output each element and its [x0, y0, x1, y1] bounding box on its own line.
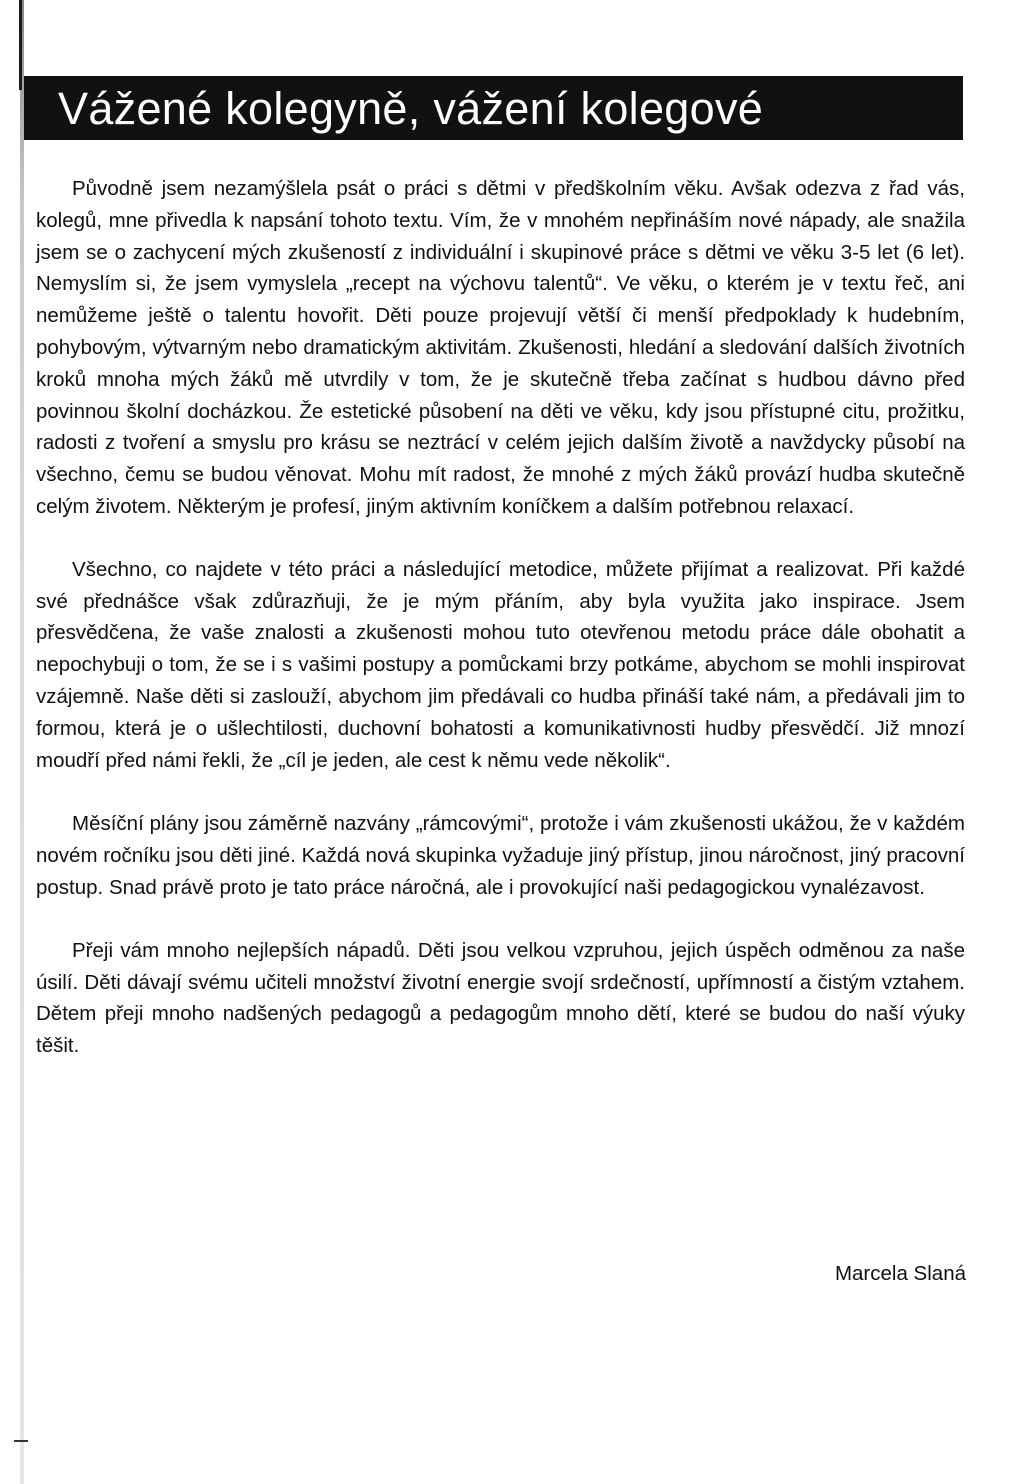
scan-edge-dark-corner — [19, 0, 22, 90]
paragraph-wishes: Přeji vám mnoho nejlepších nápadů. Děti jsou velkou vzpruhou, jejich úspěch odměnou za naše úsilí. Děti dávají svému učiteli množství životní energie svojí srdečností, upřímností a čistým vztahem. Dětem přeji mnoho nadšených pedagogů a pedagogům mnoho dětí, které se budou do naší výuky těšit. — [36, 938, 965, 1058]
letter-body — [36, 173, 965, 1062]
title-banner — [24, 76, 963, 140]
author-signature: Marcela Slaná — [834, 1262, 966, 1285]
page-title: Vážené kolegyně, vážení kolegové — [58, 82, 764, 134]
scan-edge-shadow — [20, 0, 24, 1484]
paragraph-monthly-plans: Měsíční plány jsou záměrně nazvány „rámcovými“, protože i vám zkušenosti ukážou, že v každém novém ročníku jsou děti jiné. Každá nová skupinka vyžaduje jiný přístup, jinou náročnost, jiný pracovní postup. Snad právě proto je tato práce náročná, ale i provokující naši pedagogickou vynalézavost. — [36, 812, 965, 899]
scan-edge-mark — [14, 1440, 28, 1442]
paragraph-intro: Původně jsem nezamýšlela psát o práci s dětmi v předškolním věku. Avšak odezva z řad vás, kolegů, mne přivedla k napsání tohoto textu. Vím, že v mnohém nepřináším nové nápady, ale snažila jsem se o zachycení mých zkušeností z individuální i skupinové práce s dětmi ve věku 3-5 let (6 let). Nemyslím si, že jsem vymyslela „recept na výchovu talentů“. Ve věku, o kterém je v textu řeč, ani nemůžeme ještě o talentu hovořit. Děti pouze projevují větší či menší předpoklady k hudebním, pohybovým, výtvarným nebo dramatickým aktivitám. Zkušenosti, hledání a sledování dalších životních kroků mnoha mých žáků mě utvrdily v tom, že je skutečně třeba začínat s hudbou dávno před povinnou školní docházkou. Že estetické působení na děti ve věku, kdy jsou přístupné citu, prožitku, radosti z tvoření a smyslu pro krásu se neztrácí v celém jejich dalším životě a navždycky působí na všechno, čemu se budou věnovat. Mohu mít radost, že mnohé z mých žáků provází hudba skutečně celým životem. Některým je profesí, jiným aktivním koníčkem a dalším potřebnou relaxací. — [36, 177, 965, 518]
paragraph-methodology: Všechno, co najdete v této práci a následující metodice, můžete přijímat a realizovat. Při každé své přednášce však zdůrazňuji, že je mým přáním, aby byla využita jako inspirace. Jsem přesvědčena, že vaše znalosti a zkušenosti mohou tuto otevřenou metodu práce dále obohatit a nepochybuji o tom, že se i s vašimi postupy a pomůckami brzy potkáme, abychom se mohli inspirovat vzájemně. Naše děti si zaslouží, abychom jim předávali co hudba přináší také nám, a předávali jim to formou, která je o ušlechtilosti, duchovní bohatosti a komunikativnosti hudby přesvědčí. Již mnozí moudří před námi řekli, že „cíl je jeden, ale cest k němu vede několik“. — [36, 557, 965, 772]
